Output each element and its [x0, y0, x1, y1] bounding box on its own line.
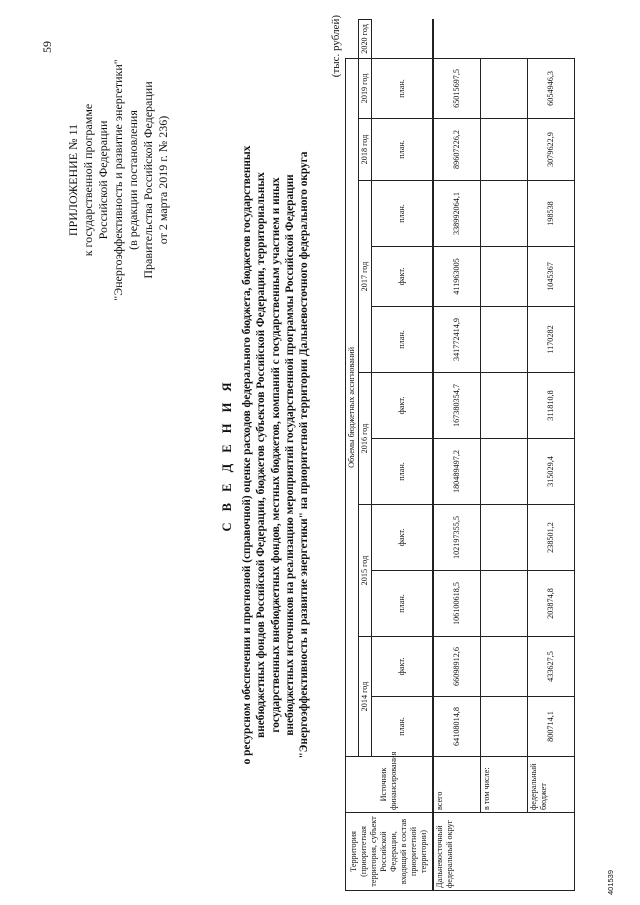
value-cell: 433627,5: [528, 637, 575, 697]
value-cell: 65015697,5: [433, 58, 481, 118]
header-plan-fact: факт.: [372, 637, 434, 697]
header-source: Источник финансирования: [346, 757, 434, 813]
document-subtitle: [240, 45, 311, 865]
header-year: 2015 год: [359, 505, 372, 637]
header-year: 2017 год: [359, 181, 372, 373]
header-plan-fact: план.: [372, 571, 434, 637]
value-cell: [481, 247, 528, 307]
value-cell: [481, 181, 528, 247]
value-cell: 338992064,1: [433, 181, 481, 247]
value-cell: 66098912,6: [433, 637, 481, 697]
value-cell: [481, 697, 528, 757]
value-cell: 411963005: [433, 247, 481, 307]
header-volumes: Объемы бюджетных ассигнований: [346, 58, 359, 756]
header-year: 2014 год: [359, 637, 372, 757]
value-cell: 341772414,9: [433, 307, 481, 373]
appendix-line: Российской Федерации: [96, 120, 110, 240]
subtitle-line: государственных внебюджетных фондов, местных бюджетов, компаний с государственным участием и иных: [269, 177, 282, 733]
value-cell: 180489497,2: [433, 439, 481, 505]
subtitle-line: внебюджетных источников на реализацию мероприятий государственной программы Российской Федерации: [283, 174, 296, 736]
header-plan-fact: факт.: [372, 505, 434, 571]
header-year: 2019 год: [359, 58, 372, 118]
value-cell: [481, 505, 528, 571]
value-cell: 102197355,5: [433, 505, 481, 571]
units-label: (тыс. рублей): [330, 15, 342, 78]
value-cell: 198538: [528, 181, 575, 247]
page-number: 59: [40, 41, 54, 53]
value-cell: 238501,2: [528, 505, 575, 571]
value-cell: [481, 373, 528, 439]
value-cell: 167380354,7: [433, 373, 481, 439]
subtitle-line: о ресурсном обеспечении и прогнозной (справочной) оценке расходов федерального бюджета, бюджетов государственных: [241, 145, 253, 765]
appendix-line: ПРИЛОЖЕНИЕ № 11: [66, 123, 80, 237]
value-cell: [481, 637, 528, 697]
header-year: 2018 год: [359, 119, 372, 181]
header-plan-fact: факт.: [372, 247, 434, 307]
table-body: [433, 20, 575, 891]
header-plan-fact: план.: [372, 307, 434, 373]
territory-cell: Дальневосточный федеральный округ: [433, 813, 575, 891]
value-cell: 106100618,5: [433, 571, 481, 637]
subtitle-line: "Энергоэффективность и развитие энергетики" на приоритетной территории Дальневосточного федерального округа: [298, 151, 311, 759]
header-plan-fact: факт.: [372, 373, 434, 439]
value-cell: 315029,4: [528, 439, 575, 505]
value-cell: 203874,8: [528, 571, 575, 637]
header-plan-fact: план.: [372, 439, 434, 505]
header-year: 2016 год: [359, 373, 372, 505]
value-cell: 3079622,9: [528, 119, 575, 181]
value-cell: 311810,8: [528, 373, 575, 439]
subtitle-line: внебюджетных фондов Российской Федерации, бюджетов субъектов Российской Федерации, территориальных: [255, 172, 268, 738]
value-cell: 1170282: [528, 307, 575, 373]
table-row: [433, 20, 481, 891]
source-cell: в том числе:: [481, 757, 528, 813]
table-row: [481, 20, 528, 891]
appendix-line: (в редакции постановления: [126, 110, 140, 250]
table-row: [528, 20, 575, 891]
source-cell: всего: [433, 757, 481, 813]
value-cell: 1045367: [528, 247, 575, 307]
header-plan-fact: план.: [372, 58, 434, 118]
header-year: 2020 год: [359, 20, 372, 59]
value-cell: 64108014,8: [433, 697, 481, 757]
budget-table: [345, 19, 575, 891]
header-plan-fact: план.: [372, 119, 434, 181]
value-cell: 89607226,2: [433, 119, 481, 181]
header-plan-fact: план.: [372, 697, 434, 757]
value-cell: [481, 307, 528, 373]
document-code: 401539: [606, 869, 615, 895]
appendix-line: Правительства Российской Федерации: [141, 81, 155, 279]
header-plan-fact: план.: [372, 181, 434, 247]
appendix-line: "Энергоэффективность и развитие энергетики": [111, 59, 125, 301]
value-cell: 800714,1: [528, 697, 575, 757]
appendix-header: [66, 15, 171, 345]
value-cell: [481, 119, 528, 181]
document-title: С В Е Д Е Н И Я: [220, 378, 234, 532]
source-cell: федеральный бюджет: [528, 757, 575, 813]
value-cell: 6054946,3: [528, 58, 575, 118]
value-cell: [481, 58, 528, 118]
header-territory: Территория (приоритетная территория, субъект Российской Федерации, входящий в состав приоритетной территории): [346, 813, 434, 891]
appendix-line: к государственной программе: [81, 103, 95, 257]
appendix-line: от 2 марта 2019 г. № 236): [156, 115, 170, 245]
value-cell: [481, 571, 528, 637]
value-cell: [481, 439, 528, 505]
